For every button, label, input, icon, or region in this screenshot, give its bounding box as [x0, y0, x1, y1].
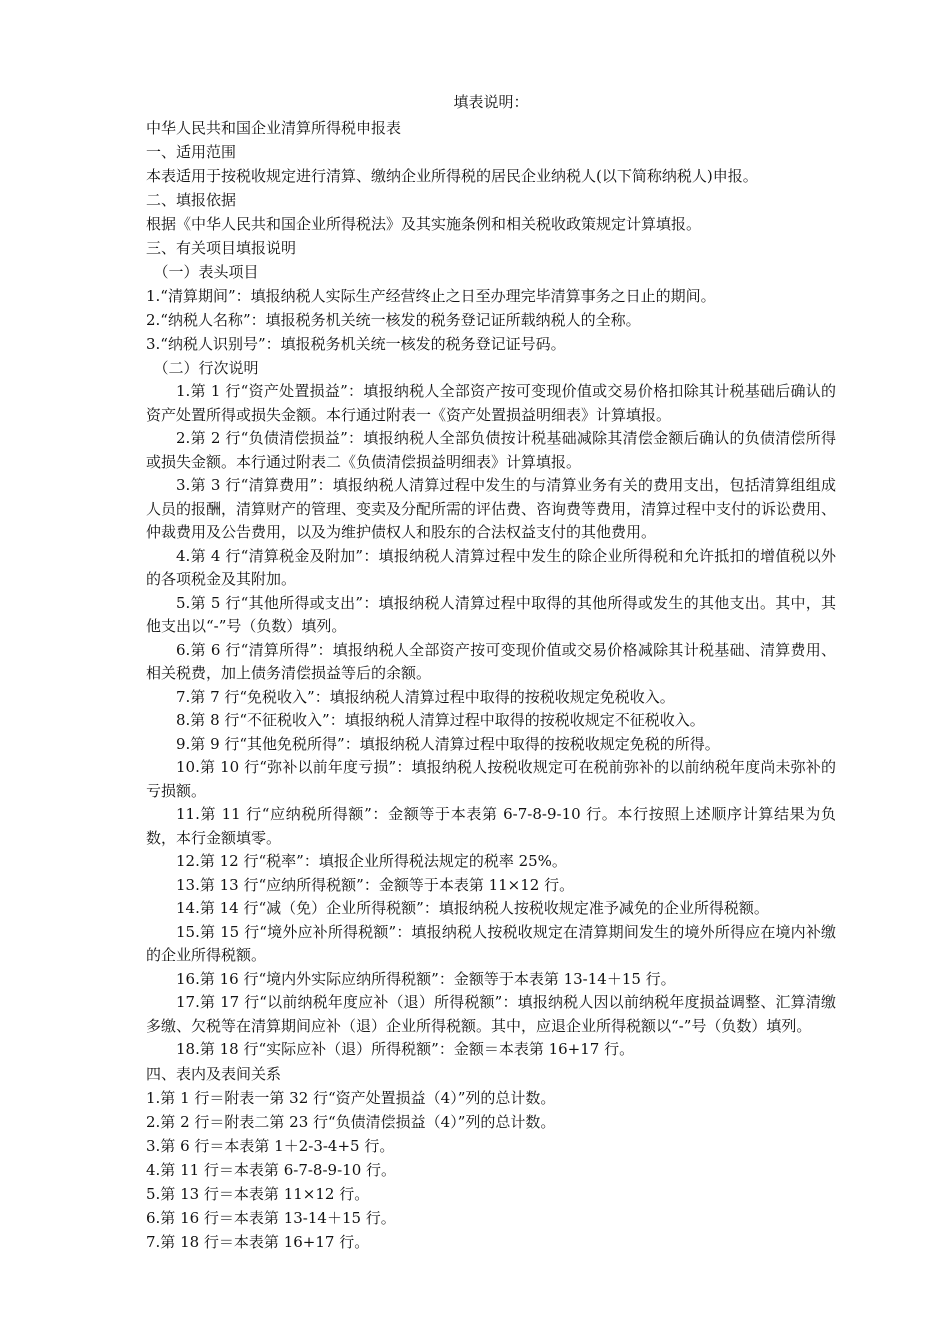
row-item: 3.第 3 行“清算费用”：填报纳税人清算过程中发生的与清算业务有关的费用支出，包括清算组组成人员的报酬，清算财产的管理、变卖及分配所需的评估费、咨询费等费用，清算过程中支付的诉讼费用、仲裁费用及公告费用，以及为维护债权人和股东的合法权益支付的其他费用。 [146, 476, 837, 541]
row-item: 4.第 4 行“清算税金及附加”：填报纳税人清算过程中发生的除企业所得税和允许抵扣的增值税以外的各项税金及其附加。 [146, 546, 836, 588]
header-item: 2.“纳税人名称”：填报税务机关统一核发的税务登记证所载纳税人的全称。 [146, 311, 641, 329]
document-page [146, 91, 836, 1254]
row-item: 11.第 11 行“应纳税所得额”：金额等于本表第 6-7-8-9-10 行。本行按照上述顺序计算结果为负数，本行金额填零。 [146, 805, 836, 847]
section-4-heading: 四、表内及表间关系 [146, 1064, 282, 1083]
header-item: 1.“清算期间”：填报纳税人实际生产经营终止之日至办理完毕清算事务之日止的期间。 [146, 287, 716, 305]
row-item: 10.第 10 行“弥补以前年度亏损”：填报纳税人按税收规定可在税前弥补的以前纳税年度尚未弥补的亏损额。 [146, 758, 836, 800]
row-item: 17.第 17 行“以前纳税年度应补（退）所得税额”：填报纳税人因以前纳税年度损益调整、汇算清缴多缴、欠税等在清算期间应补（退）企业所得税额。其中，应退企业所得税额以“-”号（负数）填列。 [146, 993, 836, 1035]
subsection-2-heading: （二）行次说明 [153, 359, 259, 377]
section-1-text: 本表适用于按税收规定进行清算、缴纳企业所得税的居民企业纳税人(以下简称纳税人)申报。 [146, 167, 758, 185]
section-2-heading: 二、填报依据 [146, 191, 237, 209]
row-item: 6.第 6 行“清算所得”：填报纳税人全部资产按可变现价值或交易价格减除其计税基础、清算费用、相关税费，加上债务清偿损益等后的余额。 [146, 640, 836, 682]
relation-item: 4.第 11 行＝本表第 6-7-8-9-10 行。 [146, 1160, 397, 1179]
header-item: 3.“纳税人识别号”：填报税务机关统一核发的税务登记证号码。 [146, 335, 566, 353]
row-item: 9.第 9 行“其他免税所得”：填报纳税人清算过程中取得的按税收规定免税的所得。 [176, 734, 720, 753]
row-item: 18.第 18 行“实际应补（退）所得税额”：金额＝本表第 16+17 行。 [176, 1040, 635, 1058]
row-item: 7.第 7 行“免税收入”：填报纳税人清算过程中取得的按税收规定免税收入。 [176, 687, 675, 706]
relation-item: 5.第 13 行＝本表第 11×12 行。 [146, 1184, 370, 1203]
relation-item: 2.第 2 行＝附表二第 23 行“负债清偿损益（4）”列的总计数。 [146, 1112, 556, 1131]
relation-item: 1.第 1 行＝附表一第 32 行“资产处置损益（4）”列的总计数。 [146, 1088, 556, 1107]
section-1-heading: 一、适用范围 [146, 143, 237, 161]
section-3-heading: 三、有关项目填报说明 [146, 239, 297, 257]
row-item: 2.第 2 行“负债清偿损益”：填报纳税人全部负债按计税基础减除其清偿金额后确认的负债清偿所得或损失金额。本行通过附表二《负债清偿损益明细表》计算填报。 [146, 429, 836, 471]
relation-item: 3.第 6 行＝本表第 1＋2-3-4+5 行。 [146, 1136, 395, 1155]
relation-item: 6.第 16 行＝本表第 13-14＋15 行。 [146, 1208, 396, 1227]
form-name: 中华人民共和国企业清算所得税申报表 [146, 119, 402, 137]
row-item: 12.第 12 行“税率”：填报企业所得税法规定的税率 25%。 [176, 852, 567, 870]
section-2-text: 根据《中华人民共和国企业所得税法》及其实施条例和相关税收政策规定计算填报。 [146, 215, 702, 233]
row-item: 16.第 16 行“境内外实际应纳所得税额”：金额等于本表第 13-14＋15 行。 [176, 969, 676, 988]
doc-title: 填表说明： [453, 93, 529, 111]
row-item: 15.第 15 行“境外应补所得税额”：填报纳税人按税收规定在清算期间发生的境外所得应在境内补缴的企业所得税额。 [146, 922, 836, 964]
row-item: 13.第 13 行“应纳所得税额”：金额等于本表第 11×12 行。 [176, 875, 575, 894]
row-item: 5.第 5 行“其他所得或支出”：填报纳税人清算过程中取得的其他所得或发生的其他支出。其中，其他支出以“-”号（负数）填列。 [146, 593, 836, 635]
row-item: 1.第 1 行“资产处置损益”：填报纳税人全部资产按可变现价值或交易价格扣除其计税基础后确认的资产处置所得或损失金额。本行通过附表一《资产处置损益明细表》计算填报。 [146, 382, 836, 424]
relation-item: 7.第 18 行＝本表第 16+17 行。 [146, 1232, 370, 1251]
subsection-1-heading: （一）表头项目 [153, 263, 259, 281]
row-item: 14.第 14 行“减（免）企业所得税额”：填报纳税人按税收规定准予减免的企业所得税额。 [176, 899, 769, 917]
row-item: 8.第 8 行“不征税收入”：填报纳税人清算过程中取得的按税收规定不征税收入。 [176, 711, 705, 729]
